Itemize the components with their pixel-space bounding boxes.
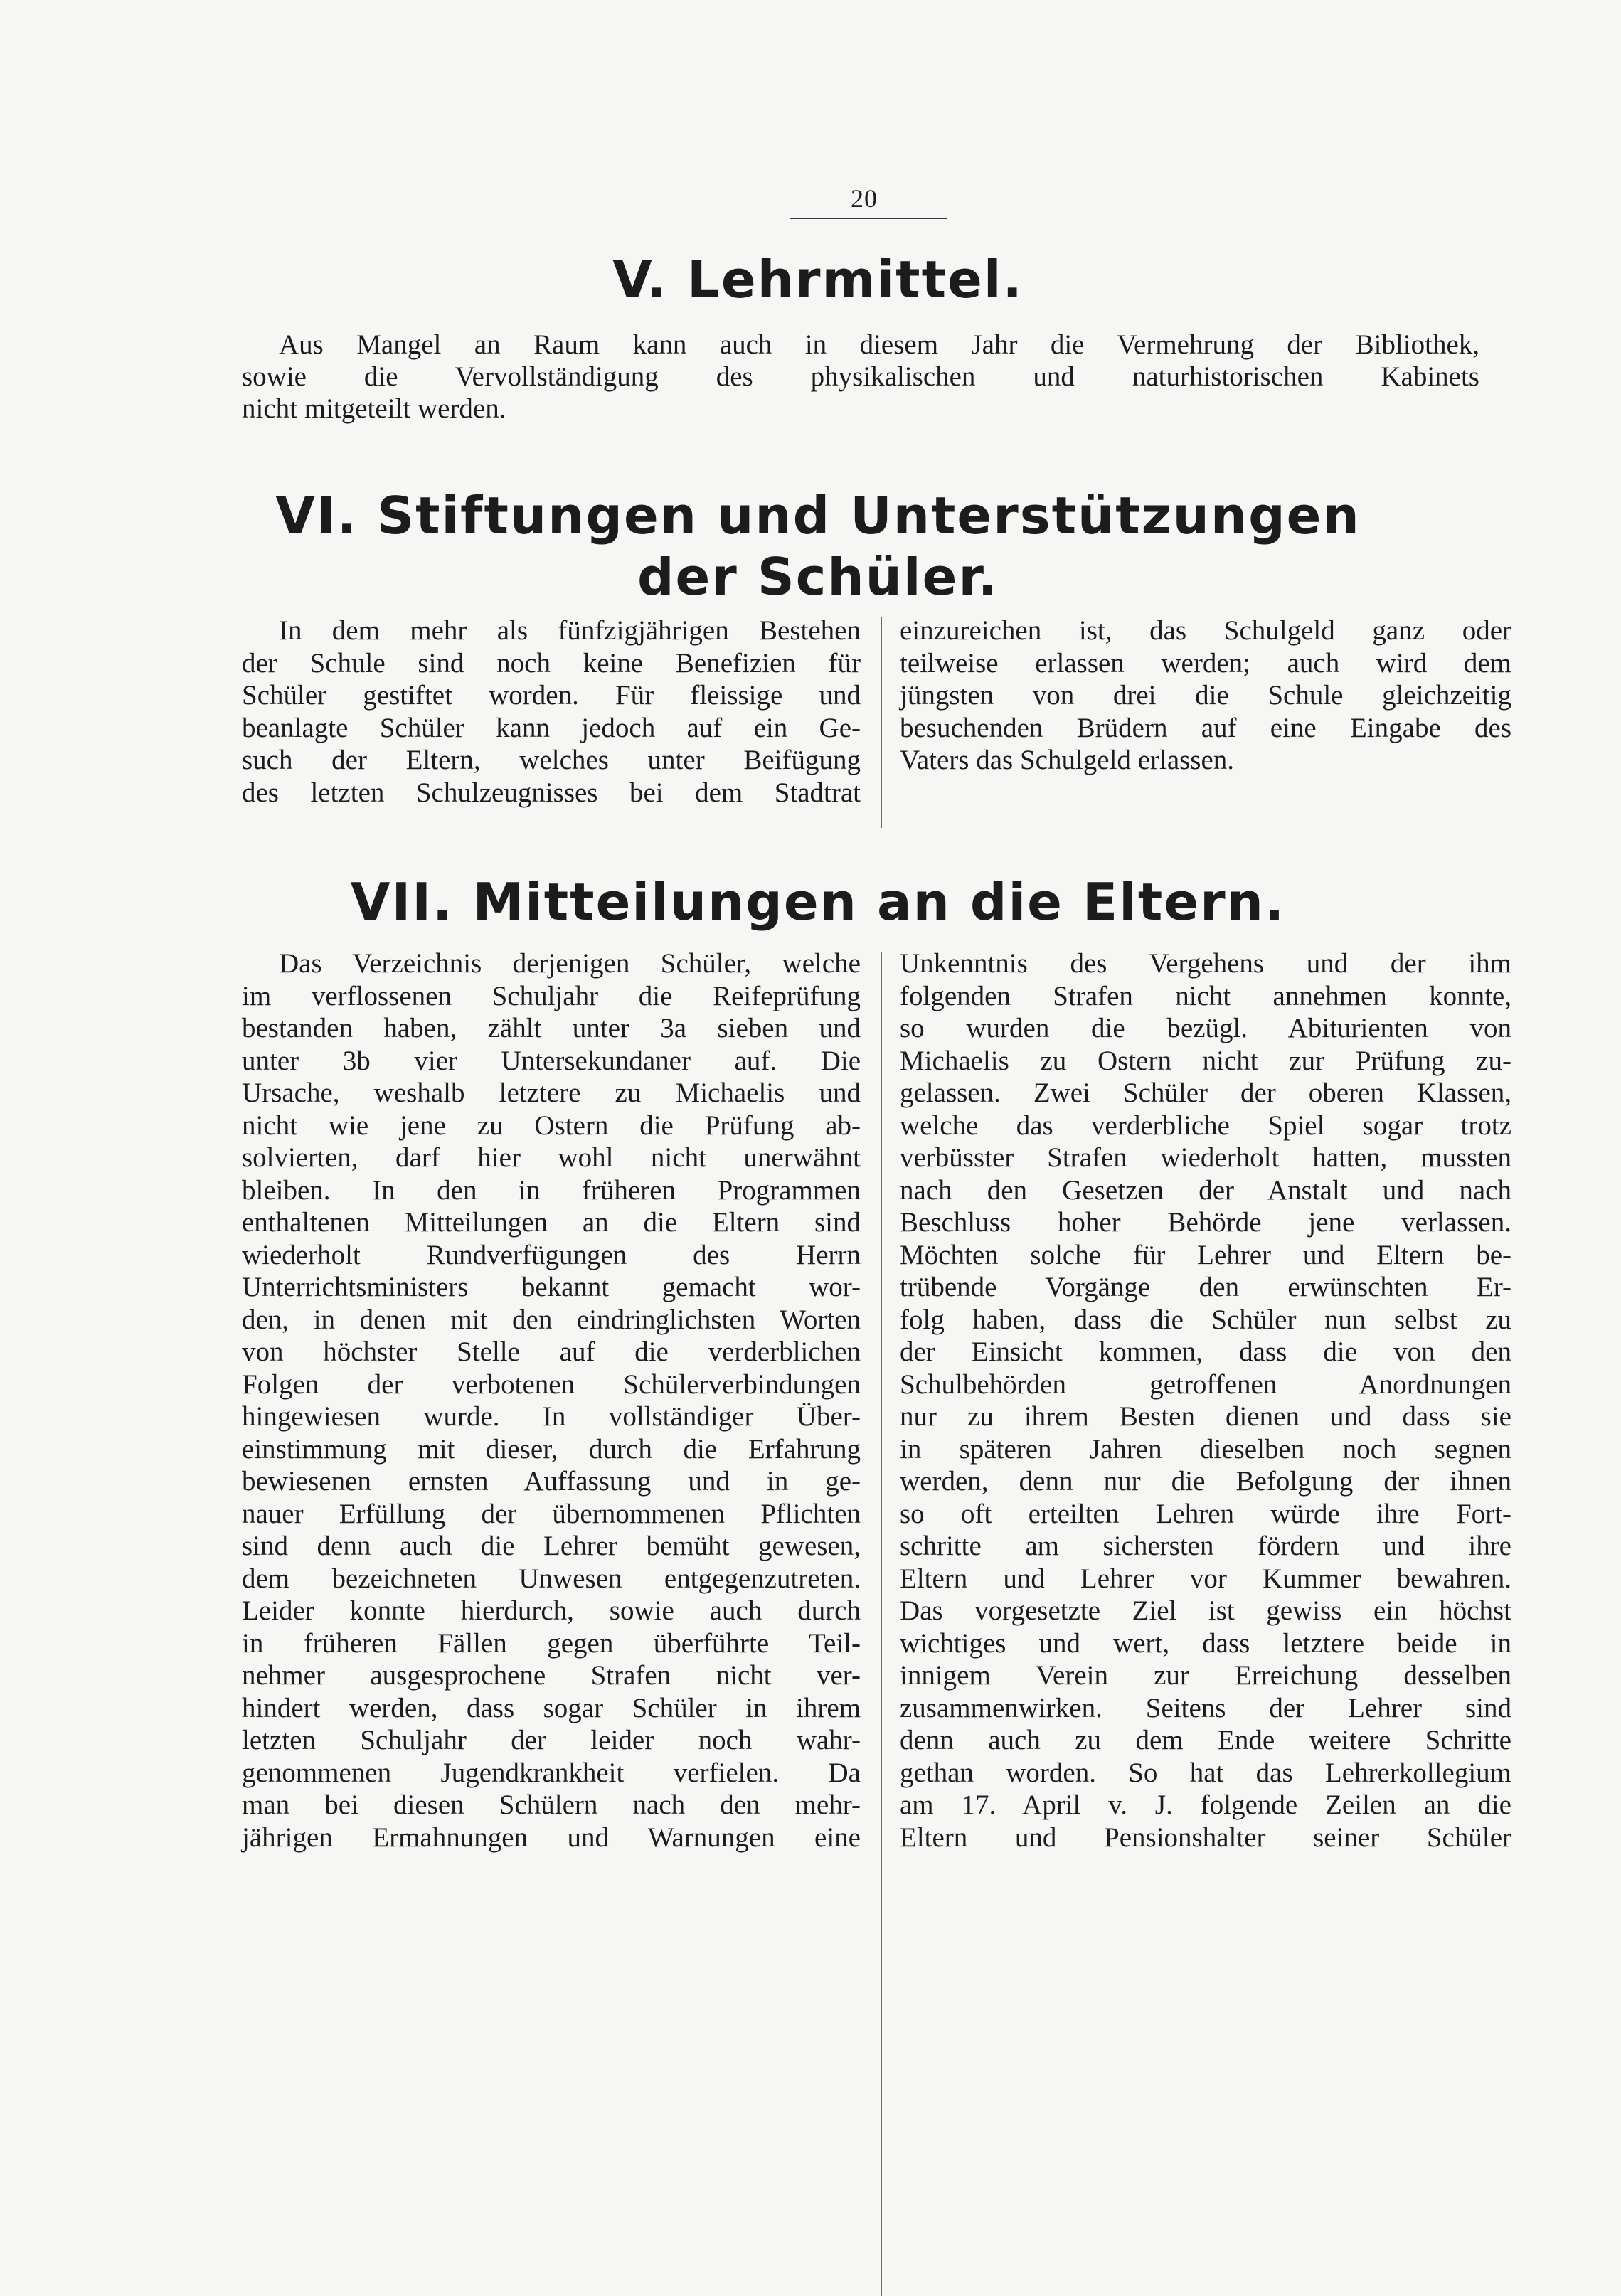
text-line: Leider konnte hierdurch, sowie auch durch — [242, 1595, 861, 1626]
text-line: sowie die Vervollständigung des physikalischen und naturhistorischen Kabinets — [242, 361, 1479, 392]
text-line: letzten Schuljahr der leider noch wahr- — [242, 1725, 861, 1755]
text-line: nach den Gesetzen der Anstalt und nach — [900, 1174, 1511, 1206]
text-line: nicht mitgeteilt werden. — [242, 393, 506, 424]
text-line: genommenen Jugendkrankheit verfielen. Da — [242, 1757, 861, 1788]
heading-line: VI. Stiftungen und Unterstützungen — [275, 486, 1361, 546]
text-line: such der Eltern, welches unter Beifügung — [242, 745, 861, 775]
section-heading-mitteilungen: VII. Mitteilungen an die Eltern. — [350, 872, 1286, 932]
text-line: im verflossenen Schuljahr die Reifeprüfung — [242, 980, 861, 1011]
section-lehrmittel-text — [242, 329, 1479, 425]
text-line: so wurden die bezügl. Abiturienten von — [900, 1013, 1511, 1043]
text-line: Folgen der verbotenen Schülerverbindungen — [242, 1368, 861, 1400]
text-line: verbüsster Strafen wiederholt hatten, mussten — [900, 1142, 1511, 1173]
text-line: in späteren Jahren dieselben noch segnen — [900, 1433, 1511, 1465]
text-line: nauer Erfüllung der übernommenen Pflichten — [242, 1498, 861, 1529]
text-line: teilweise erlassen werden; auch wird dem — [900, 647, 1511, 679]
text-line: gelassen. Zwei Schüler der oberen Klassen, — [900, 1078, 1511, 1108]
text-line: am 17. April v. J. folgende Zeilen an die — [900, 1790, 1511, 1820]
text-line: Michaelis zu Ostern nicht zur Prüfung zu- — [900, 1045, 1511, 1076]
text-line: zusammenwirken. Seitens der Lehrer sind — [900, 1692, 1511, 1723]
text-line: des letzten Schulzeugnisses bei dem Stadtrat — [242, 777, 861, 808]
text-line: enthaltenen Mitteilungen an die Eltern sind — [242, 1207, 861, 1238]
text-line: folg haben, dass die Schüler nun selbst zu — [900, 1304, 1511, 1335]
heading-line: der Schüler. — [637, 547, 999, 607]
text-line: besuchenden Brüdern auf eine Eingabe des — [900, 712, 1511, 743]
text-line: bestanden haben, zählt unter 3a sieben und — [242, 1013, 861, 1043]
text-line: bewiesenen ernsten Auffassung und in ge- — [242, 1466, 861, 1497]
column-divider — [881, 617, 882, 828]
text-line: Ursache, weshalb letztere zu Michaelis und — [242, 1078, 861, 1108]
text-line: Vaters das Schulgeld erlassen. — [900, 745, 1235, 775]
text-line: folgenden Strafen nicht annehmen konnte, — [900, 980, 1511, 1011]
text-line: so oft erteilten Lehren würde ihre Fort- — [900, 1498, 1511, 1529]
text-line: nehmer ausgesprochene Strafen nicht ver- — [242, 1660, 861, 1691]
text-line: In dem mehr als fünfzigjährigen Bestehen — [279, 615, 861, 646]
text-line: Aus Mangel an Raum kann auch in diesem Jahr die Vermehrung der Bibliothek, — [279, 329, 1479, 360]
text-line: Eltern und Lehrer vor Kummer bewahren. — [900, 1563, 1511, 1594]
text-line: den, in denen mit den eindringlichsten Worten — [242, 1304, 861, 1335]
text-line: innigem Verein zur Erreichung desselben — [900, 1660, 1511, 1691]
text-line: man bei diesen Schülern nach den mehr- — [242, 1790, 861, 1820]
text-line: wichtiges und wert, dass letztere beide in — [900, 1627, 1511, 1659]
stiftungen-left-column — [242, 615, 861, 809]
text-line: wiederholt Rundverfügungen des Herrn — [242, 1239, 861, 1270]
text-line: nicht wie jene zu Ostern die Prüfung ab- — [242, 1110, 861, 1141]
text-line: Möchten solche für Lehrer und Eltern be- — [900, 1239, 1511, 1270]
text-line: dem bezeichneten Unwesen entgegenzutreten. — [242, 1563, 861, 1594]
mitteilungen-right-column — [900, 947, 1511, 1854]
text-line: jüngsten von drei die Schule gleichzeitig — [900, 680, 1511, 711]
text-line: unter 3b vier Untersekundaner auf. Die — [242, 1045, 861, 1076]
text-line: Das vorgesetzte Ziel ist gewiss ein höchst — [900, 1595, 1511, 1626]
text-line: in früheren Fällen gegen überführte Teil- — [242, 1627, 861, 1659]
text-line: beanlagte Schüler kann jedoch auf ein Ge- — [242, 712, 861, 743]
page-number-rule — [790, 218, 947, 219]
column-divider — [881, 952, 882, 2296]
text-line: hingewiesen wurde. In vollständiger Über- — [242, 1401, 861, 1432]
text-line: welche das verderbliche Spiel sogar trotz — [900, 1110, 1511, 1141]
text-line: von höchster Stelle auf die verderblichen — [242, 1336, 861, 1367]
section-heading-stiftungen — [213, 485, 1423, 607]
text-line: solvierten, darf hier wohl nicht unerwähnt — [242, 1142, 861, 1173]
text-line: hindert werden, dass sogar Schüler in ihrem — [242, 1692, 861, 1723]
text-line: der Einsicht kommen, dass die von den — [900, 1336, 1511, 1367]
text-line: gethan worden. So hat das Lehrerkollegium — [900, 1757, 1511, 1788]
text-line: nur zu ihrem Besten dienen und dass sie — [900, 1401, 1511, 1432]
text-line: denn auch zu dem Ende weitere Schritte — [900, 1725, 1511, 1755]
text-line: Schulbehörden getroffenen Anordnungen — [900, 1368, 1511, 1400]
text-line: der Schule sind noch keine Benefizien für — [242, 647, 861, 679]
text-line: sind denn auch die Lehrer bemüht gewesen, — [242, 1531, 861, 1561]
section-heading-lehrmittel: V. Lehrmittel. — [612, 250, 1024, 309]
text-line: jährigen Ermahnungen und Warnungen eine — [242, 1822, 861, 1853]
text-line: Beschluss hoher Behörde jene verlassen. — [900, 1207, 1511, 1238]
stiftungen-right-column — [900, 615, 1511, 777]
text-line: einzureichen ist, das Schulgeld ganz oder — [900, 615, 1511, 646]
text-line: einstimmung mit dieser, durch die Erfahrung — [242, 1433, 861, 1465]
text-line: bleiben. In den in früheren Programmen — [242, 1174, 861, 1206]
text-line: Eltern und Pensionshalter seiner Schüler — [900, 1822, 1511, 1853]
text-line: Das Verzeichnis derjenigen Schüler, welche — [279, 948, 861, 979]
page-number: 20 — [851, 184, 878, 213]
text-line: Schüler gestiftet worden. Für fleissige und — [242, 680, 861, 711]
text-line: werden, denn nur die Befolgung der ihnen — [900, 1466, 1511, 1497]
text-line: Unkenntnis des Vergehens und der ihm — [900, 948, 1511, 979]
text-line: trübende Vorgänge den erwünschten Er- — [900, 1272, 1511, 1302]
text-line: schritte am sichersten fördern und ihre — [900, 1531, 1511, 1561]
mitteilungen-left-column — [242, 947, 861, 1854]
text-line: Unterrichtsministers bekannt gemacht wor- — [242, 1272, 861, 1302]
